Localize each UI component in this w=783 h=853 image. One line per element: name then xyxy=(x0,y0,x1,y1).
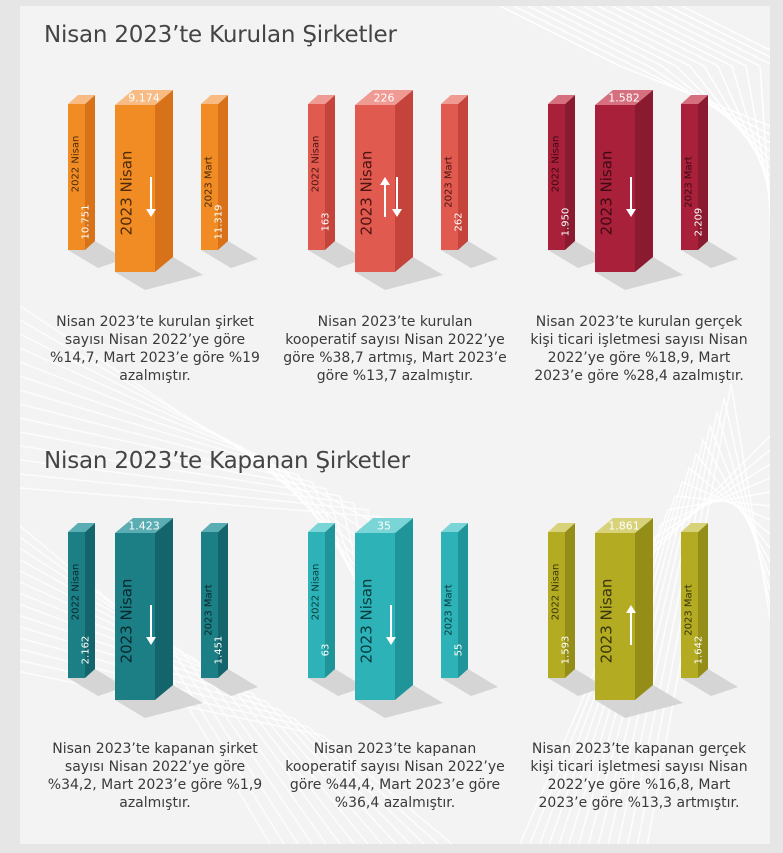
left-bar-value: 2.162 xyxy=(80,635,92,665)
caption-kurulan-kooperatif: Nisan 2023’te kurulan kooperatif sayısı Nisan 2022’ye göre %38,7 artmış, Mart 2023’e göre %13,7 azalmıştır. xyxy=(283,314,507,384)
right-bar-value: 262 xyxy=(453,212,465,232)
center-bar-value: 226 xyxy=(373,91,395,105)
center-bar-value: 1.861 xyxy=(608,519,640,533)
prism-center-side xyxy=(635,518,653,700)
bar-block-illustration xyxy=(290,85,500,310)
prism-center-side xyxy=(635,90,653,272)
center-bar-value: 9.174 xyxy=(128,91,160,105)
right-bar-label: 2023 Mart xyxy=(683,156,695,208)
left-bar-value: 63 xyxy=(320,643,332,657)
left-bar-value: 1.950 xyxy=(560,207,572,237)
prism-center-side xyxy=(395,518,413,700)
caption-kapanan-sirket: Nisan 2023’te kapanan şirket sayısı Nisan 2022’ye göre %34,2, Mart 2023’e göre %1,9 azalmıştır. xyxy=(47,741,263,811)
center-bar-label: 2023 Nisan xyxy=(597,150,616,236)
caption-kurulan-sirket: Nisan 2023’te kurulan şirket sayısı Nisan 2022’ye göre %14,7, Mart 2023’e göre %19 azalmıştır. xyxy=(50,314,260,384)
center-bar-label: 2023 Nisan xyxy=(117,578,136,664)
bar-block-illustration xyxy=(530,513,740,738)
left-bar-value: 1.593 xyxy=(560,635,572,665)
right-bar-value: 11.319 xyxy=(213,204,225,240)
center-bar-value: 35 xyxy=(377,519,391,533)
right-bar-value: 1.451 xyxy=(213,635,225,665)
bar-block-illustration xyxy=(50,85,260,310)
center-bar-label: 2023 Nisan xyxy=(597,578,616,664)
bar-block-illustration xyxy=(290,513,500,738)
right-bar-label: 2023 Mart xyxy=(683,584,695,636)
right-bar-value: 1.642 xyxy=(693,635,705,665)
left-bar-value: 163 xyxy=(320,212,332,232)
section-title-kapanan: Nisan 2023’te Kapanan Şirketler xyxy=(44,448,410,474)
center-bar-label: 2023 Nisan xyxy=(357,150,376,236)
left-bar-label: 2022 Nisan xyxy=(310,135,322,193)
prism-center-side xyxy=(155,90,173,272)
right-bar-label: 2023 Mart xyxy=(443,584,455,636)
right-bar-value: 2.209 xyxy=(693,207,705,237)
center-bar-label: 2023 Nisan xyxy=(357,578,376,664)
left-bar-label: 2022 Nisan xyxy=(550,563,562,621)
left-bar-label: 2022 Nisan xyxy=(550,135,562,193)
center-bar-value: 1.423 xyxy=(128,519,160,533)
prism-center-side xyxy=(155,518,173,700)
right-bar-label: 2023 Mart xyxy=(203,584,215,636)
bar-block-illustration xyxy=(530,85,740,310)
caption-kapanan-gercek-kisi: Nisan 2023’te kapanan gerçek kişi ticari işletmesi sayısı Nisan 2022’ye göre %16,8, Mart 2023’e göre %13,3 artmıştır. xyxy=(530,741,748,811)
right-bar-label: 2023 Mart xyxy=(203,156,215,208)
caption-kapanan-kooperatif: Nisan 2023’te kapanan kooperatif sayısı Nisan 2022’ye göre %44,4, Mart 2023’e göre %36,4 azalmıştır. xyxy=(285,741,505,811)
center-bar-label: 2023 Nisan xyxy=(117,150,136,236)
section-title-kurulan: Nisan 2023’te Kurulan Şirketler xyxy=(44,22,397,48)
left-bar-value: 10.751 xyxy=(80,204,92,240)
bar-block-illustration xyxy=(50,513,260,738)
left-bar-label: 2022 Nisan xyxy=(310,563,322,621)
right-bar-label: 2023 Mart xyxy=(443,156,455,208)
caption-kurulan-gercek-kisi: Nisan 2023’te kurulan gerçek kişi ticari işletmesi sayısı Nisan 2022’ye göre %18,9, Mart 2023’e göre %28,4 azalmıştır. xyxy=(530,314,748,384)
left-bar-label: 2022 Nisan xyxy=(70,563,82,621)
right-bar-value: 55 xyxy=(453,643,465,657)
center-bar-value: 1.582 xyxy=(608,91,640,105)
left-bar-label: 2022 Nisan xyxy=(70,135,82,193)
